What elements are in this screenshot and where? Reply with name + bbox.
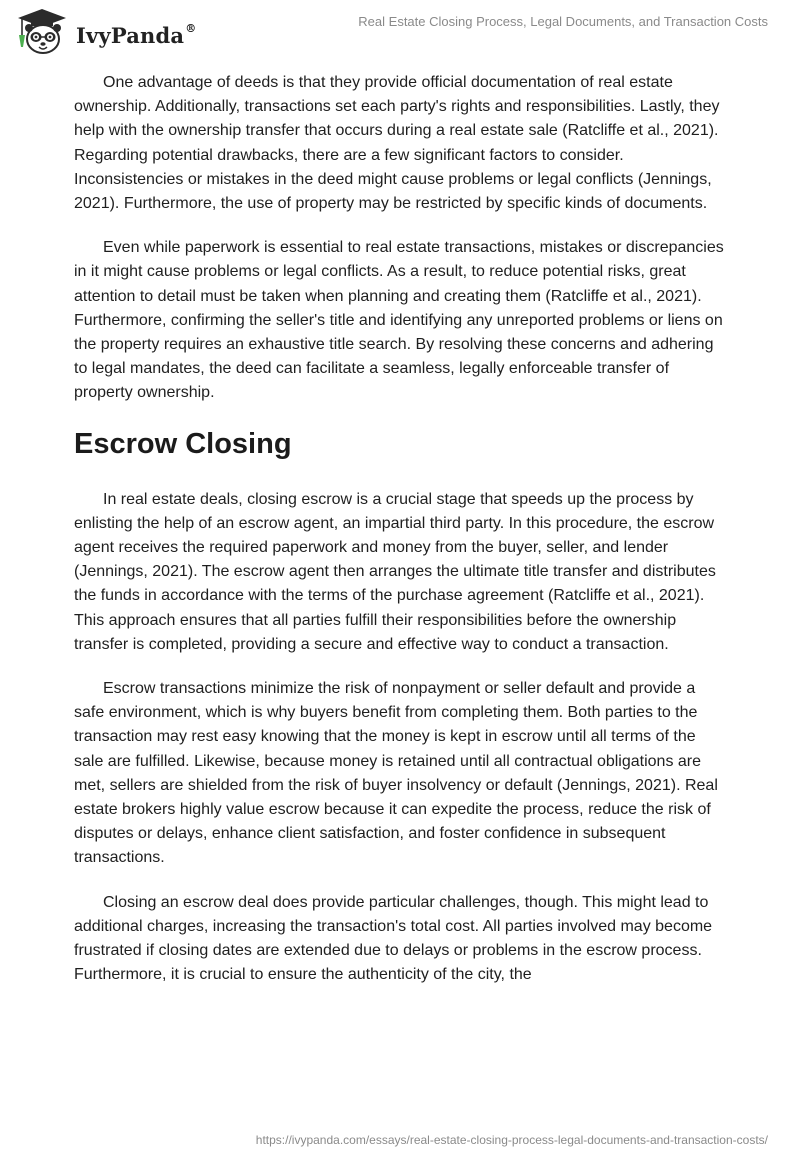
panda-graduate-icon	[14, 7, 70, 57]
paragraph-paperwork-risks: Even while paperwork is essential to real estate transactions, mistakes or discrepancies in it might cause problems or legal conflicts. As a result, to reduce potential risks, great attention to detail must be taken when planning and creating them (Ratcliffe et al., 2021). Furthermore, confirming the seller's title and identifying any unreported problems or liens on the property requires an exhaustive title search. By resolving these concerns and adhering to legal mandates, the deed can facilitate a seamless, legally enforceable transfer of property ownership.	[74, 239, 724, 402]
paragraph-deed-advantages: One advantage of deeds is that they provide official documentation of real estate ownership. Additionally, transactions set each party's rights and responsibilities. Lastly, they help with the ownership transfer that occurs during a real estate sale (Ratcliffe et al., 2021). Regarding potential drawbacks, there are a few significant factors to consider. Inconsistencies or mistakes in the deed might cause problems or legal conflicts (Jennings, 2021). Furthermore, the use of property may be restricted by specific kinds of documents.	[74, 74, 720, 213]
running-title: Real Estate Closing Process, Legal Documents, and Transaction Costs	[358, 14, 768, 29]
paragraph-escrow-overview: In real estate deals, closing escrow is a crucial stage that speeds up the process by enlisting the help of an escrow agent, an impartial third party. In this procedure, the escrow agent receives the required paperwork and money from the buyer, seller, and lender (Jennings, 2021). The escrow agent then arranges the ultimate title transfer and distributes the funds in accordance with the terms of the purchase agreement (Ratcliffe et al., 2021). This approach ensures that all parties fulfill their responsibilities before the ownership transfer is completed, providing a secure and effective way to conduct a transaction.	[74, 490, 716, 653]
essay-content	[74, 71, 728, 1008]
paragraph-escrow-benefits: Escrow transactions minimize the risk of nonpayment or seller default and provide a safe environment, which is why buyers benefit from completing them. Both parties to the transaction may rest easy knowing that the money is kept in escrow until all terms of the sale are fulfilled. Likewise, because money is retained until all contractual obligations are met, sellers are shielded from the risk of buyer insolvency or default (Jennings, 2021). Real estate brokers highly value escrow because it can expedite the process, reduce the risk of disputes or delays, enhance client satisfaction, and foster confidence in subsequent transactions.	[74, 680, 718, 867]
paragraph-escrow-challenges: Closing an escrow deal does provide particular challenges, though. This might lead to additional charges, increasing the transaction's total cost. All parties involved may become frustrated if closing dates are extended due to delays or problems in the escrow process. Furthermore, it is crucial to ensure the authenticity of the city, the	[74, 893, 713, 984]
brand-logo[interactable]	[14, 7, 196, 57]
page-header	[0, 0, 800, 64]
brand-name: IvyPanda®	[76, 21, 197, 48]
source-url[interactable]: https://ivypanda.com/essays/real-estate-closing-process-legal-documents-and-transaction-costs/	[255, 1133, 768, 1147]
section-heading: Escrow Closing	[74, 427, 292, 460]
